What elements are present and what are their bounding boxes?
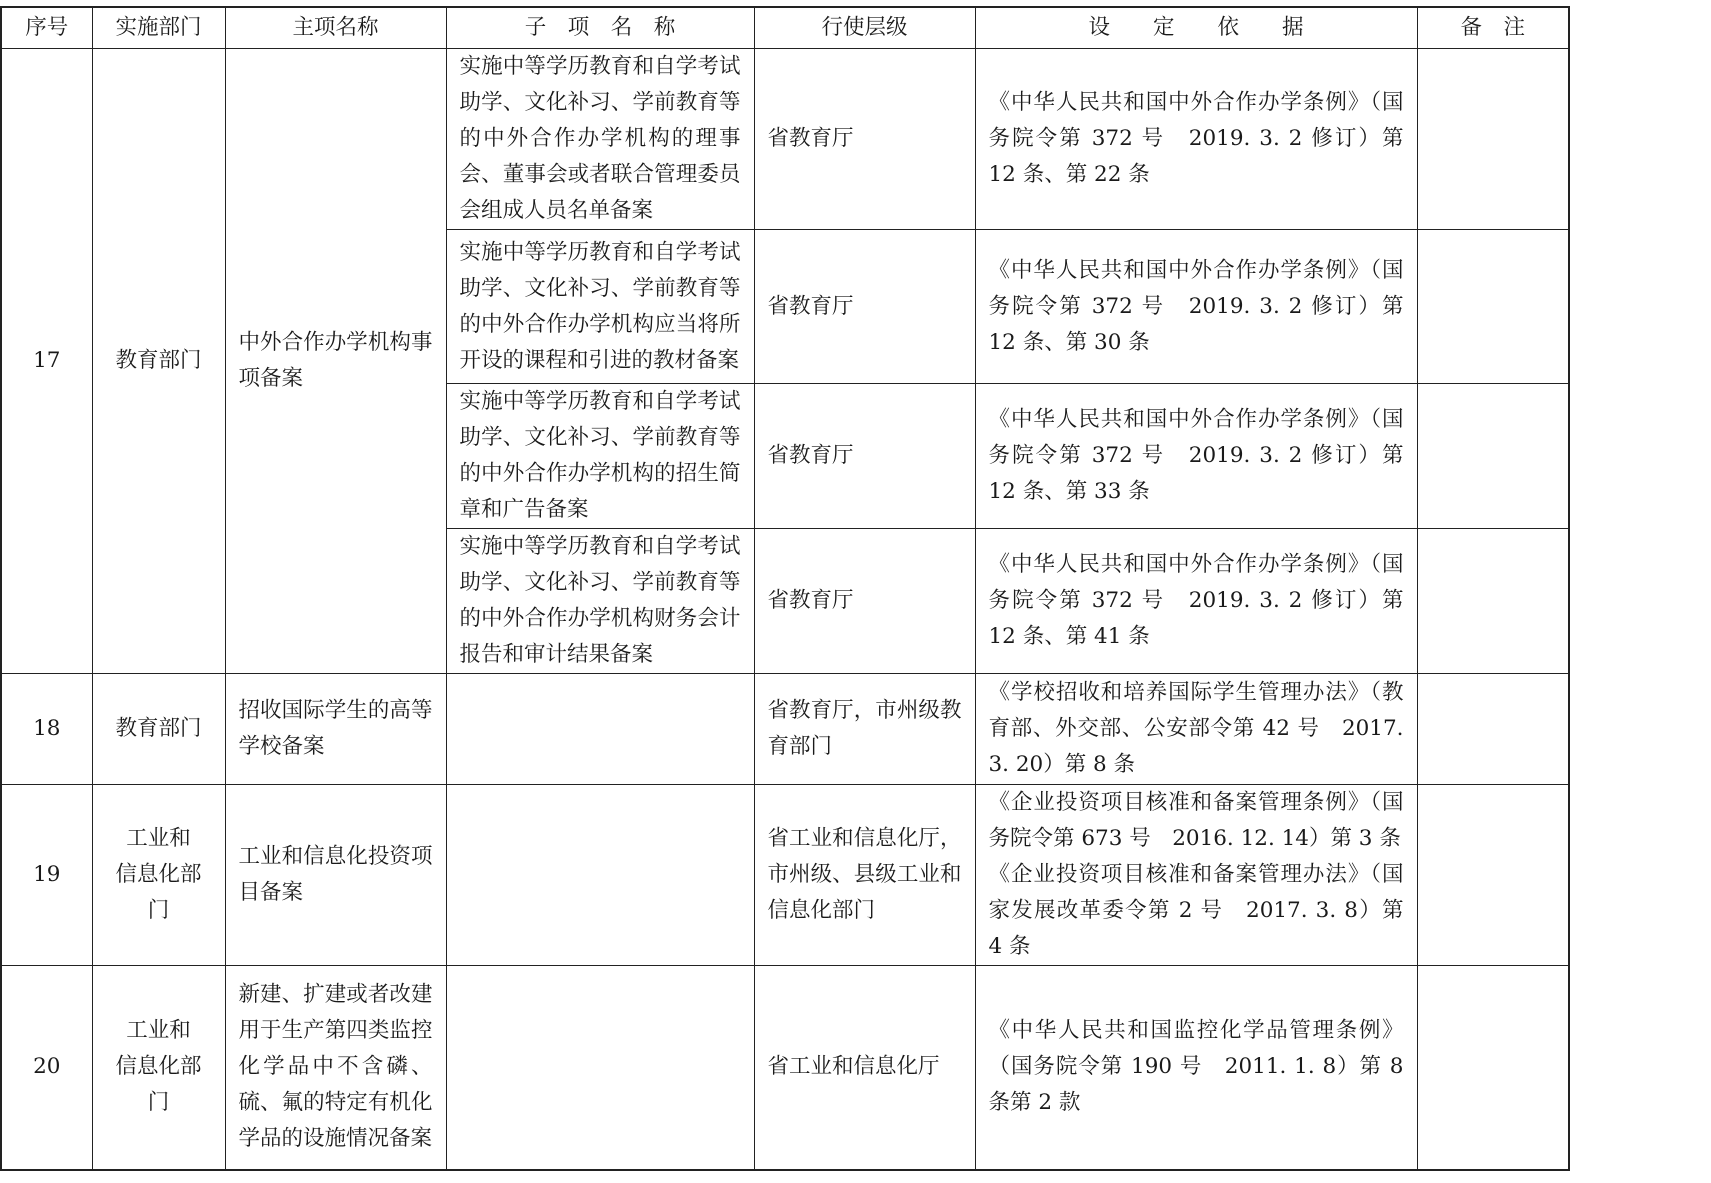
basis-cell: 《企业投资项目核准和备案管理条例》（国务院令第 673 号 2016. 12. 14）第 3 条 《企业投资项目核准和备案管理办法》（国家发展改革委令第 2 号 2017. 3. 8）第 4 条 [975, 785, 1417, 966]
sub-cell: 实施中等学历教育和自学考试助学、文化补习、学前教育等的中外合作办学机构财务会计报告和审计结果备案 [446, 529, 754, 674]
basis-cell: 《学校招收和培养国际学生管理办法》（教育部、外交部、公安部令第 42 号 2017. 3. 20）第 8 条 [975, 674, 1417, 785]
dept-cell: 工业和 信息化部门 [92, 966, 225, 1170]
sub-cell [446, 785, 754, 966]
sub-cell [446, 966, 754, 1170]
header-note: 备 注 [1417, 7, 1569, 49]
main-cell: 新建、扩建或者改建用于生产第四类监控化学品中不含磷、硫、氟的特定有机化学品的设施情况备案 [225, 966, 446, 1170]
note-cell [1417, 529, 1569, 674]
level-cell: 省教育厅 [754, 529, 975, 674]
level-cell: 省教育厅 [754, 230, 975, 384]
seq-cell: 19 [1, 785, 92, 966]
basis-cell: 《中华人民共和国中外合作办学条例》（国务院令第 372 号 2019. 3. 2 修订）第 12 条、第 30 条 [975, 230, 1417, 384]
note-cell [1417, 785, 1569, 966]
table-row [1, 966, 1569, 1170]
dept-cell: 工业和 信息化部门 [92, 785, 225, 966]
note-cell [1417, 49, 1569, 230]
note-cell [1417, 230, 1569, 384]
level-cell: 省工业和信息化厅 [754, 966, 975, 1170]
sub-cell [446, 674, 754, 785]
level-cell: 省教育厅，市州级教育部门 [754, 674, 975, 785]
filing-items-table [0, 6, 1570, 1171]
dept-cell: 教育部门 [92, 49, 225, 674]
level-cell: 省教育厅 [754, 384, 975, 529]
seq-cell: 17 [1, 49, 92, 674]
header-seq: 序号 [1, 7, 92, 49]
note-cell [1417, 674, 1569, 785]
header-basis: 设 定 依 据 [975, 7, 1417, 49]
seq-cell: 20 [1, 966, 92, 1170]
sub-cell: 实施中等学历教育和自学考试助学、文化补习、学前教育等的中外合作办学机构的理事会、董事会或者联合管理委员会组成人员名单备案 [446, 49, 754, 230]
level-cell: 省工业和信息化厅，市州级、县级工业和信息化部门 [754, 785, 975, 966]
basis-cell: 《中华人民共和国中外合作办学条例》（国务院令第 372 号 2019. 3. 2 修订）第 12 条、第 41 条 [975, 529, 1417, 674]
basis-cell: 《中华人民共和国中外合作办学条例》（国务院令第 372 号 2019. 3. 2 修订）第 12 条、第 22 条 [975, 49, 1417, 230]
table-row [1, 49, 1569, 230]
note-cell [1417, 384, 1569, 529]
table-row [1, 785, 1569, 966]
dept-cell: 教育部门 [92, 674, 225, 785]
level-cell: 省教育厅 [754, 49, 975, 230]
seq-cell: 18 [1, 674, 92, 785]
main-cell: 工业和信息化投资项目备案 [225, 785, 446, 966]
note-cell [1417, 966, 1569, 1170]
header-main: 主项名称 [225, 7, 446, 49]
header-dept: 实施部门 [92, 7, 225, 49]
basis-cell: 《中华人民共和国中外合作办学条例》（国务院令第 372 号 2019. 3. 2 修订）第 12 条、第 33 条 [975, 384, 1417, 529]
sub-cell: 实施中等学历教育和自学考试助学、文化补习、学前教育等的中外合作办学机构的招生简章和广告备案 [446, 384, 754, 529]
table-row [1, 674, 1569, 785]
basis-cell: 《中华人民共和国监控化学品管理条例》（国务院令第 190 号 2011. 1. 8）第 8 条第 2 款 [975, 966, 1417, 1170]
sub-cell: 实施中等学历教育和自学考试助学、文化补习、学前教育等的中外合作办学机构应当将所开设的课程和引进的教材备案 [446, 230, 754, 384]
main-cell: 招收国际学生的高等学校备案 [225, 674, 446, 785]
main-cell: 中外合作办学机构事项备案 [225, 49, 446, 674]
header-level: 行使层级 [754, 7, 975, 49]
header-sub: 子 项 名 称 [446, 7, 754, 49]
header-row [1, 7, 1569, 49]
